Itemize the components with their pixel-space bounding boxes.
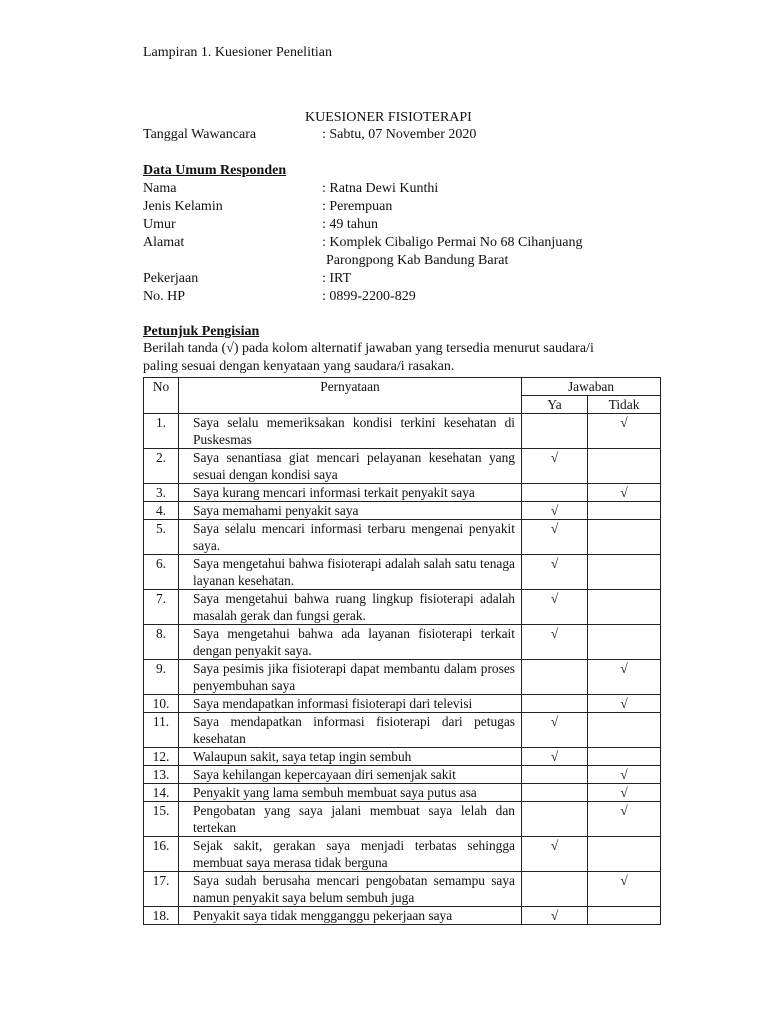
row-answer-tidak: √ — [588, 484, 661, 502]
row-answer-tidak: √ — [588, 802, 661, 837]
name-label: Nama — [143, 181, 177, 196]
row-statement: Saya kurang mencari informasi terkait penyakit saya — [179, 484, 522, 502]
table-row — [144, 784, 661, 802]
table-row — [144, 660, 661, 695]
row-number: 18. — [144, 907, 179, 925]
row-statement: Saya selalu memeriksakan kondisi terkini kesehatan di Puskesmas — [179, 414, 522, 449]
table-row — [144, 502, 661, 520]
row-answer-ya: √ — [522, 713, 588, 748]
table-row — [144, 590, 661, 625]
row-statement: Saya senantiasa giat mencari pelayanan kesehatan yang sesuai dengan kondisi saya — [179, 449, 522, 484]
row-statement: Saya mengetahui bahwa ada layanan fisioterapi terkait dengan penyakit saya. — [179, 625, 522, 660]
row-statement: Saya pesimis jika fisioterapi dapat membantu dalam proses penyembuhan saya — [179, 660, 522, 695]
row-answer-ya: √ — [522, 520, 588, 555]
questionnaire-rows — [144, 414, 661, 925]
instructions-line-1: Berilah tanda (√) pada kolom alternatif jawaban yang tersedia menurut saudara/i — [143, 341, 594, 356]
row-answer-tidak: √ — [588, 766, 661, 784]
row-number: 5. — [144, 520, 179, 555]
row-answer-ya — [522, 802, 588, 837]
row-number: 15. — [144, 802, 179, 837]
table-row — [144, 713, 661, 748]
row-number: 16. — [144, 837, 179, 872]
row-answer-ya: √ — [522, 837, 588, 872]
table-row — [144, 625, 661, 660]
row-number: 17. — [144, 872, 179, 907]
instructions-heading: Petunjuk Pengisian — [143, 324, 260, 339]
table-row — [144, 907, 661, 925]
row-answer-tidak — [588, 625, 661, 660]
row-answer-ya — [522, 695, 588, 713]
address-label: Alamat — [143, 235, 185, 250]
row-answer-ya — [522, 766, 588, 784]
table-row — [144, 555, 661, 590]
row-statement: Penyakit yang lama sembuh membuat saya putus asa — [179, 784, 522, 802]
age-value: : 49 tahun — [322, 217, 378, 232]
row-answer-tidak — [588, 748, 661, 766]
row-answer-ya — [522, 484, 588, 502]
row-answer-tidak — [588, 555, 661, 590]
gender-value: : Perempuan — [322, 199, 393, 214]
table-row — [144, 766, 661, 784]
row-number: 11. — [144, 713, 179, 748]
row-answer-ya: √ — [522, 625, 588, 660]
row-statement: Walaupun sakit, saya tetap ingin sembuh — [179, 748, 522, 766]
row-statement: Penyakit saya tidak mengganggu pekerjaan saya — [179, 907, 522, 925]
row-number: 7. — [144, 590, 179, 625]
row-answer-tidak: √ — [588, 660, 661, 695]
table-row — [144, 520, 661, 555]
row-number: 13. — [144, 766, 179, 784]
row-statement: Saya sudah berusaha mencari pengobatan semampu saya namun penyakit saya belum sembuh juga — [179, 872, 522, 907]
interview-date-label: Tanggal Wawancara — [143, 127, 257, 142]
row-number: 8. — [144, 625, 179, 660]
row-statement: Saya mendapatkan informasi fisioterapi dari petugas kesehatan — [179, 713, 522, 748]
row-answer-ya: √ — [522, 748, 588, 766]
table-row — [144, 802, 661, 837]
row-statement: Saya mengetahui bahwa ruang lingkup fisioterapi adalah masalah gerak dan fungsi gerak. — [179, 590, 522, 625]
table-row — [144, 484, 661, 502]
row-answer-tidak — [588, 837, 661, 872]
row-answer-ya: √ — [522, 590, 588, 625]
table-row — [144, 449, 661, 484]
header-no-answer: Tidak — [588, 396, 661, 414]
row-number: 3. — [144, 484, 179, 502]
row-answer-tidak — [588, 590, 661, 625]
phone-label: No. HP — [143, 289, 186, 304]
row-answer-ya — [522, 784, 588, 802]
instructions-line-2: paling sesuai dengan kenyataan yang saudara/i rasakan. — [143, 359, 455, 374]
respondent-heading: Data Umum Responden — [143, 163, 287, 178]
row-statement: Saya mengetahui bahwa fisioterapi adalah salah satu tenaga layanan kesehatan. — [179, 555, 522, 590]
name-value: : Ratna Dewi Kunthi — [322, 181, 439, 196]
header-no: No — [144, 378, 179, 414]
table-row — [144, 414, 661, 449]
row-answer-ya: √ — [522, 907, 588, 925]
row-answer-ya — [522, 414, 588, 449]
row-answer-ya: √ — [522, 449, 588, 484]
questionnaire-table — [143, 377, 661, 925]
row-number: 14. — [144, 784, 179, 802]
address-value-line2: Parongpong Kab Bandung Barat — [326, 253, 509, 268]
row-number: 12. — [144, 748, 179, 766]
row-answer-tidak: √ — [588, 414, 661, 449]
occupation-value: : IRT — [322, 271, 352, 286]
address-value: : Komplek Cibaligo Permai No 68 Cihanjuang — [322, 235, 583, 250]
row-answer-ya — [522, 872, 588, 907]
table-row — [144, 837, 661, 872]
page-title: KUESIONER FISIOTERAPI — [305, 110, 472, 125]
row-answer-ya — [522, 660, 588, 695]
header-answer: Jawaban — [522, 378, 661, 396]
header-yes: Ya — [522, 396, 588, 414]
row-number: 2. — [144, 449, 179, 484]
row-number: 9. — [144, 660, 179, 695]
row-answer-tidak: √ — [588, 872, 661, 907]
occupation-label: Pekerjaan — [143, 271, 199, 286]
age-label: Umur — [143, 217, 176, 232]
row-statement: Saya memahami penyakit saya — [179, 502, 522, 520]
appendix-label: Lampiran 1. Kuesioner Penelitian — [143, 45, 332, 60]
row-number: 1. — [144, 414, 179, 449]
row-answer-tidak: √ — [588, 784, 661, 802]
row-answer-tidak: √ — [588, 695, 661, 713]
row-statement: Saya kehilangan kepercayaan diri semenjak sakit — [179, 766, 522, 784]
row-answer-tidak — [588, 713, 661, 748]
row-answer-tidak — [588, 907, 661, 925]
row-answer-ya: √ — [522, 502, 588, 520]
table-row — [144, 748, 661, 766]
row-statement: Sejak sakit, gerakan saya menjadi terbatas sehingga membuat saya merasa tidak berguna — [179, 837, 522, 872]
row-answer-tidak — [588, 502, 661, 520]
row-statement: Saya selalu mencari informasi terbaru mengenai penyakit saya. — [179, 520, 522, 555]
row-number: 10. — [144, 695, 179, 713]
row-number: 6. — [144, 555, 179, 590]
row-answer-tidak — [588, 520, 661, 555]
row-answer-ya: √ — [522, 555, 588, 590]
row-number: 4. — [144, 502, 179, 520]
header-statement: Pernyataan — [179, 378, 522, 414]
row-answer-tidak — [588, 449, 661, 484]
table-row — [144, 872, 661, 907]
phone-value: : 0899-2200-829 — [322, 289, 416, 304]
gender-label: Jenis Kelamin — [143, 199, 223, 214]
row-statement: Saya mendapatkan informasi fisioterapi dari televisi — [179, 695, 522, 713]
interview-date-value: : Sabtu, 07 November 2020 — [322, 127, 477, 142]
row-statement: Pengobatan yang saya jalani membuat saya lelah dan tertekan — [179, 802, 522, 837]
table-row — [144, 695, 661, 713]
